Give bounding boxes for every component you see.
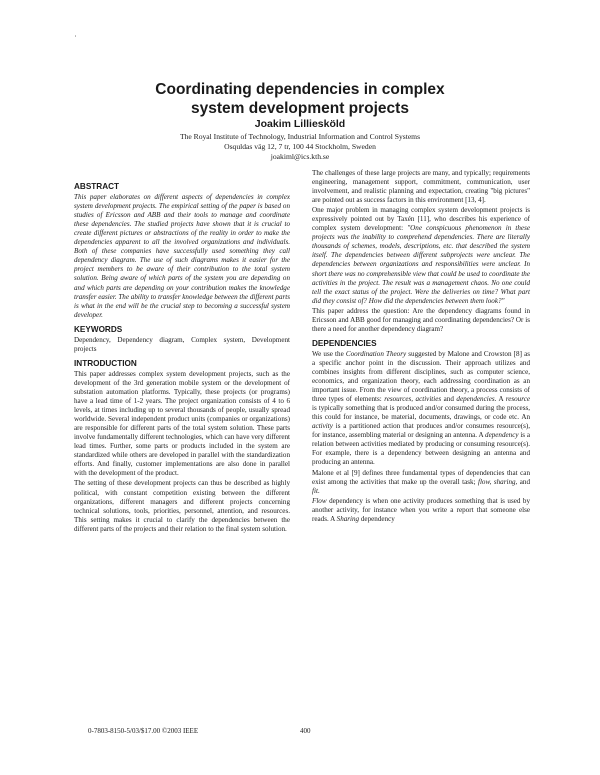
dep-text: is typically something that is produced and/or consumed during the process, this could for instance, be material, documents, drawings, or code etc. An [312, 404, 530, 422]
footer-copyright: 0-7803-8150-5/03/$17.00 ©2003 IEEE [88, 727, 199, 735]
abstract-text: This paper elaborates on different aspects of dependencies in complex system development projects. The empirical setting of the paper is based on studies of Ericsson and ABB and their tools to manage and coordinate these dependencies. The studied projects have shown that it is crucial to create different pictures or abstractions of the reality in order to make the dependencies apparent to all the involved organizations and individuals. Both of these companies have successfully used something they call dependency diagram. The use of such diagrams makes it easier for the project members to be aware of their contribution to the total system solution. Being aware of which parts of the system you are depending on and which parts are depending on your contribution makes the knowledge transfer easier. The ability to transfer knowledge between the different parts is what in the end will be the crucial step to becoming a successful system developer. [74, 193, 290, 319]
dep-text: and [517, 477, 530, 486]
dep-term-fit: fit [312, 486, 318, 495]
taxen-quote: "One conspicuous phenomenon in these projects was the inability to comprehend dependencies. There are literally thousands of schemes, models, descriptions, etc. that described the system itself. The dependencies between different subprojects were unclear. The dependencies between organizations and responsibilities were unclear. In short there was no comprehensible view that could be used to coordinate the activities in the project. The result was a management chaos. No one could tell the exact status of the project. Were the deliveries on time? What part did they consist of? How did the dependencies between them look?" [312, 224, 530, 305]
abstract-heading: ABSTRACT [74, 182, 120, 191]
paper-title [0, 80, 600, 118]
dependencies-paragraph-3 [312, 497, 530, 524]
dep-term-activity: activity [312, 422, 333, 431]
dep-term-dependency: dependency [485, 431, 519, 440]
email: joakiml@ics.kth.se [270, 152, 330, 161]
taxen-paragraph [312, 206, 530, 306]
dependencies-paragraph-2 [312, 469, 530, 496]
dep-text: We use the [312, 349, 346, 358]
introduction-paragraph-2: The setting of these development projects can thus be described as highly political, with constant competition existing between the different organizations, different managers and different projects concerning technical solutions, tools, priorities, personnel, attention, and resources. This setting makes it crucial to clarify the dependencies between the different parts of the projects and their relation to the final system solution. [74, 479, 290, 533]
author-name: Joakim Lilliesköld [254, 118, 346, 130]
dep-term-sharing: Sharing [336, 514, 360, 523]
page-mark: ʼ [75, 36, 77, 42]
dependencies-paragraph-1 [312, 350, 530, 468]
taxen-intro: One major problem in managing complex system development projects is expressively pointed out by Taxén [11], who describes his experience of complex system development: [312, 206, 530, 233]
title-line-2: system development projects [191, 100, 409, 117]
left-column [74, 177, 290, 535]
introduction-heading: INTRODUCTION [74, 358, 137, 368]
page-number: 400 [300, 727, 311, 735]
dep-text: and [441, 395, 457, 404]
dep-text: . [317, 486, 320, 495]
author-affiliation-block [0, 132, 600, 162]
dependencies-heading: DEPENDENCIES [312, 338, 377, 348]
right-column [312, 169, 530, 525]
keywords-heading: KEYWORDS [74, 324, 123, 334]
dep-text: dependency [359, 514, 395, 523]
dep-text: . A [494, 395, 506, 404]
dep-term-flow-sharing: flow, sharing, [477, 477, 518, 486]
dep-text: dependency is when one activity produces something that is used by another activity, for instance when you write a report that someone else reads. A [312, 496, 530, 523]
dep-term-dependencies: dependencies [456, 395, 495, 404]
dep-term-coordination-theory: Coordination Theory [345, 349, 407, 358]
dep-text: suggested by Malone and Crowston [8] as a specific anchor point in the discussion. Their approach utilizes and combines insights from different disciplines, such as computer science, economics, and organization theory, each addressing coordination as an important issue. From the view of coordination theory, a process consists of three types of elements: [312, 349, 531, 404]
address: Osquldas väg 12, 7 tr, 100 44 Stockholm, Sweden [224, 142, 376, 151]
dep-term-flow: Flow [312, 496, 327, 505]
introduction-paragraph-1: This paper addresses complex system development projects, such as the development of the 3rd generation mobile system or the development of substation automation platforms. Typically, these projects (or programs) have a lead time of 1-2 years. The project organization consists of 4 to 6 levels, at times including up to several thousands of people, usually spread worldwide. Several independent product units (companies or organizations) are responsible for different parts of the total system solution. These parts involve fundamentally different technologies, which can have very different lead times. Further, some parts or products included in the system are standardized while others are developed in parallel with the standardization efforts. And finally, customer implementations are also done in parallel with the development of the product. [74, 369, 290, 478]
keywords-text: Dependency, Dependency diagram, Complex system, Development projects [74, 335, 290, 353]
dep-term-resources-activities: resources, activities [384, 395, 442, 404]
question-paragraph: This paper address the question: Are the dependency diagrams found in Ericsson and ABB good for managing and coordinating dependencies? Or is there a need for another dependency diagram? [312, 306, 530, 333]
affiliation: The Royal Institute of Technology, Industrial Information and Control Systems [179, 132, 421, 141]
challenges-paragraph: The challenges of these large projects are many, and typically; requirements engineering, management support, commitment, communication, user involvement, and realistic planning and expectation, creating "big pictures" are pointed out as success factors in this environment [13, 4]. [312, 169, 530, 205]
dep-term-resource: resource [505, 395, 530, 404]
dep-text: is a relation between activities mediated by producing or consuming resource(s). For example, there is a dependency between designing an antenna and producing an antenna. [312, 431, 530, 467]
dep-text: is a partitioned action that produces and/or consumes resource(s), for instance, assembling material or designing an antenna. A [312, 422, 530, 440]
title-line-1: Coordinating dependencies in complex [155, 81, 445, 98]
dep-text: Malone et al [9] defines three fundamental types of dependencies that can exist among the activities that make up the overall task; [312, 468, 530, 486]
